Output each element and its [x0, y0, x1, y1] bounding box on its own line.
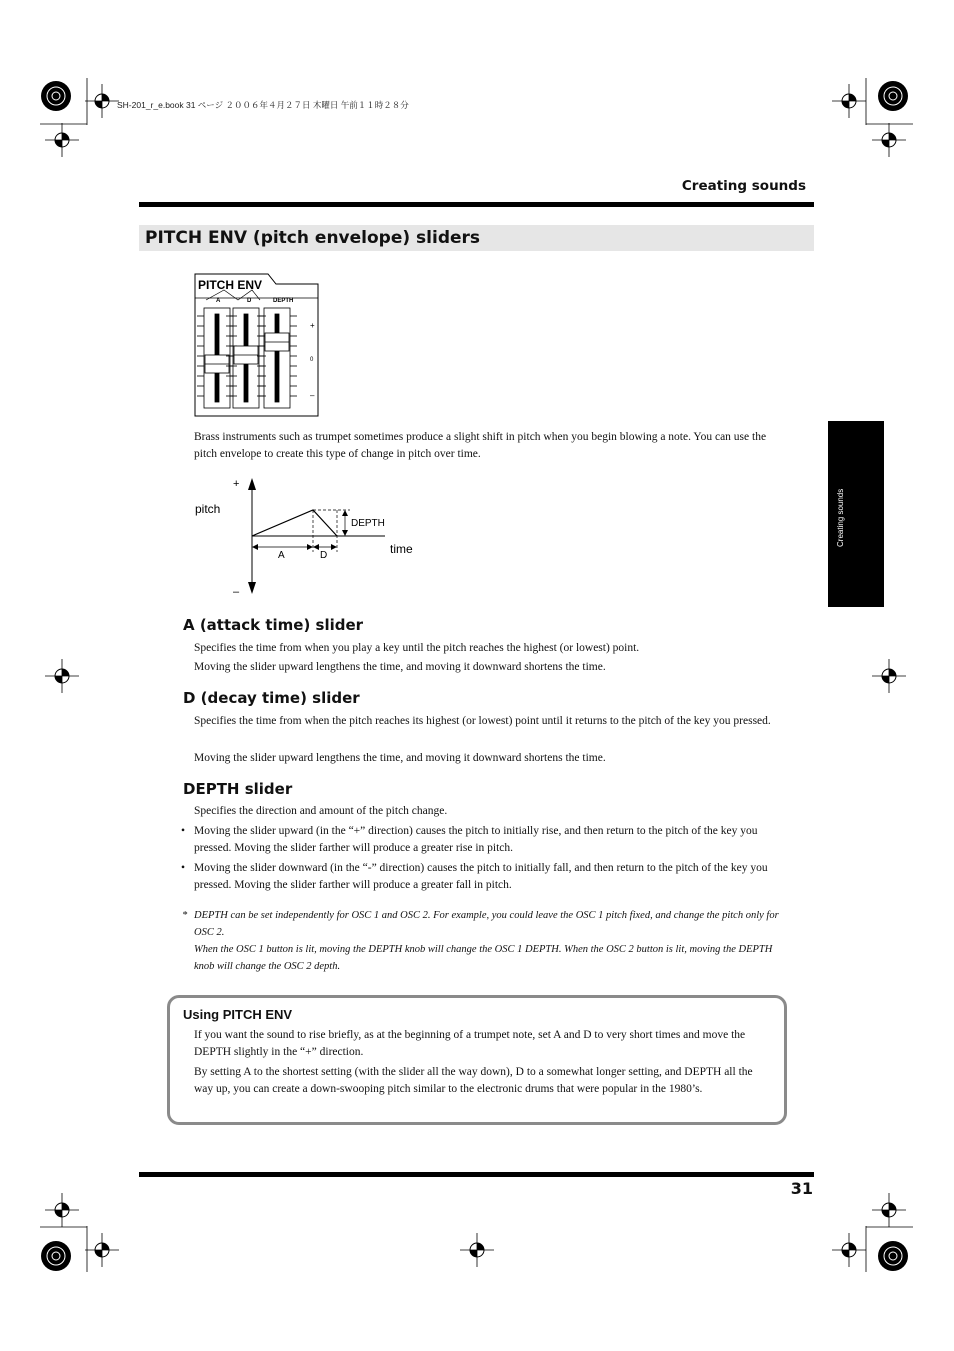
- panel-depth-minus: –: [310, 391, 315, 400]
- panel-depth-plus: +: [310, 321, 315, 330]
- running-head: Creating sounds: [681, 178, 806, 194]
- tip-paragraph-1: If you want the sound to rise briefly, as at the beginning of a trumpet note, set A and D to very short times and move the DEPTH slightly in the “+” direction.: [194, 1029, 746, 1058]
- decay-paragraph-2: Moving the slider upward lengthens the time, and moving it downward shortens the time.: [194, 752, 606, 764]
- page-number: 31: [790, 1179, 813, 1198]
- diagram-pitch-label: pitch: [195, 502, 221, 516]
- panel-depth-zero: 0: [310, 357, 314, 363]
- panel-label-d: D: [247, 298, 252, 304]
- tip-paragraph-2: By setting A to the shortest setting (with the slider all the way down), D to a somewhat longer setting, and DEPTH all the way up, you can create a down-swooping pitch similar to the electronic drums that were popular in the 1980’s.: [194, 1066, 753, 1095]
- depth-note-2: When the OSC 1 button is lit, moving the DEPTH knob will change the OSC 1 DEPTH. When the OSC 2 button is lit, moving the DEPTH knob will change the OSC 2 depth.: [194, 944, 773, 972]
- depth-bullet-2: Moving the slider downward (in the “-” direction) causes the pitch to initially fall, and then return to the pitch of the key you pressed. Moving the slider farther will produce a greater fall in pitch.: [194, 862, 768, 891]
- depth-heading: DEPTH slider: [183, 780, 293, 798]
- print-header: SH-201_r_e.book 31 ページ ２００６年４月２７日 木曜日 午前１１時２８分: [117, 100, 409, 110]
- depth-paragraph: Specifies the direction and amount of the pitch change.: [194, 805, 448, 817]
- pitch-env-panel-image: [190, 270, 325, 420]
- side-tab-label: Creating sounds: [836, 488, 845, 547]
- diagram-plus: +: [233, 478, 240, 490]
- decay-heading: D (decay time) slider: [183, 689, 360, 707]
- attack-paragraph-1: Specifies the time from when you play a key until the pitch reaches the highest (or lowest) point.: [194, 642, 640, 654]
- pitch-envelope-diagram: [185, 470, 435, 600]
- footer-rule: [139, 1172, 814, 1177]
- diagram-d-label: D: [320, 550, 328, 561]
- section-title: PITCH ENV (pitch envelope) sliders: [145, 228, 481, 248]
- panel-label-depth: DEPTH: [273, 298, 294, 304]
- note-asterisk: *: [182, 910, 188, 921]
- diagram-depth-label: DEPTH: [351, 518, 385, 529]
- tip-title: Using PITCH ENV: [183, 1007, 293, 1022]
- diagram-time-label: time: [390, 542, 413, 556]
- diagram-minus: –: [233, 586, 240, 598]
- panel-label-a: A: [216, 298, 221, 304]
- panel-title: PITCH ENV: [198, 278, 263, 292]
- header-rule: [139, 202, 814, 207]
- bullet-mark: •: [181, 825, 186, 837]
- decay-paragraph-1: Specifies the time from when the pitch reaches its highest (or lowest) point until it returns to the pitch of the key you pressed.: [194, 715, 771, 727]
- depth-note-1: DEPTH can be set independently for OSC 1 and OSC 2. For example, you could leave the OSC 1 pitch fixed, and change the pitch only for OSC 2.: [194, 910, 779, 938]
- intro-paragraph: Brass instruments such as trumpet sometimes produce a slight shift in pitch when you begin blowing a note. You can use the pitch envelope to create this type of change in pitch over time.: [194, 431, 767, 460]
- attack-heading: A (attack time) slider: [183, 616, 364, 634]
- bullet-mark: •: [181, 862, 186, 874]
- slider-slot: [275, 314, 279, 402]
- diagram-a-label: A: [278, 550, 285, 561]
- depth-bullet-1: Moving the slider upward (in the “+” direction) causes the pitch to initially rise, and then return to the pitch of the key you pressed. Moving the slider farther will produce a greater rise in pitch.: [194, 825, 758, 854]
- attack-paragraph-2: Moving the slider upward lengthens the time, and moving it downward shortens the time.: [194, 661, 606, 673]
- envelope-curve: [252, 510, 337, 536]
